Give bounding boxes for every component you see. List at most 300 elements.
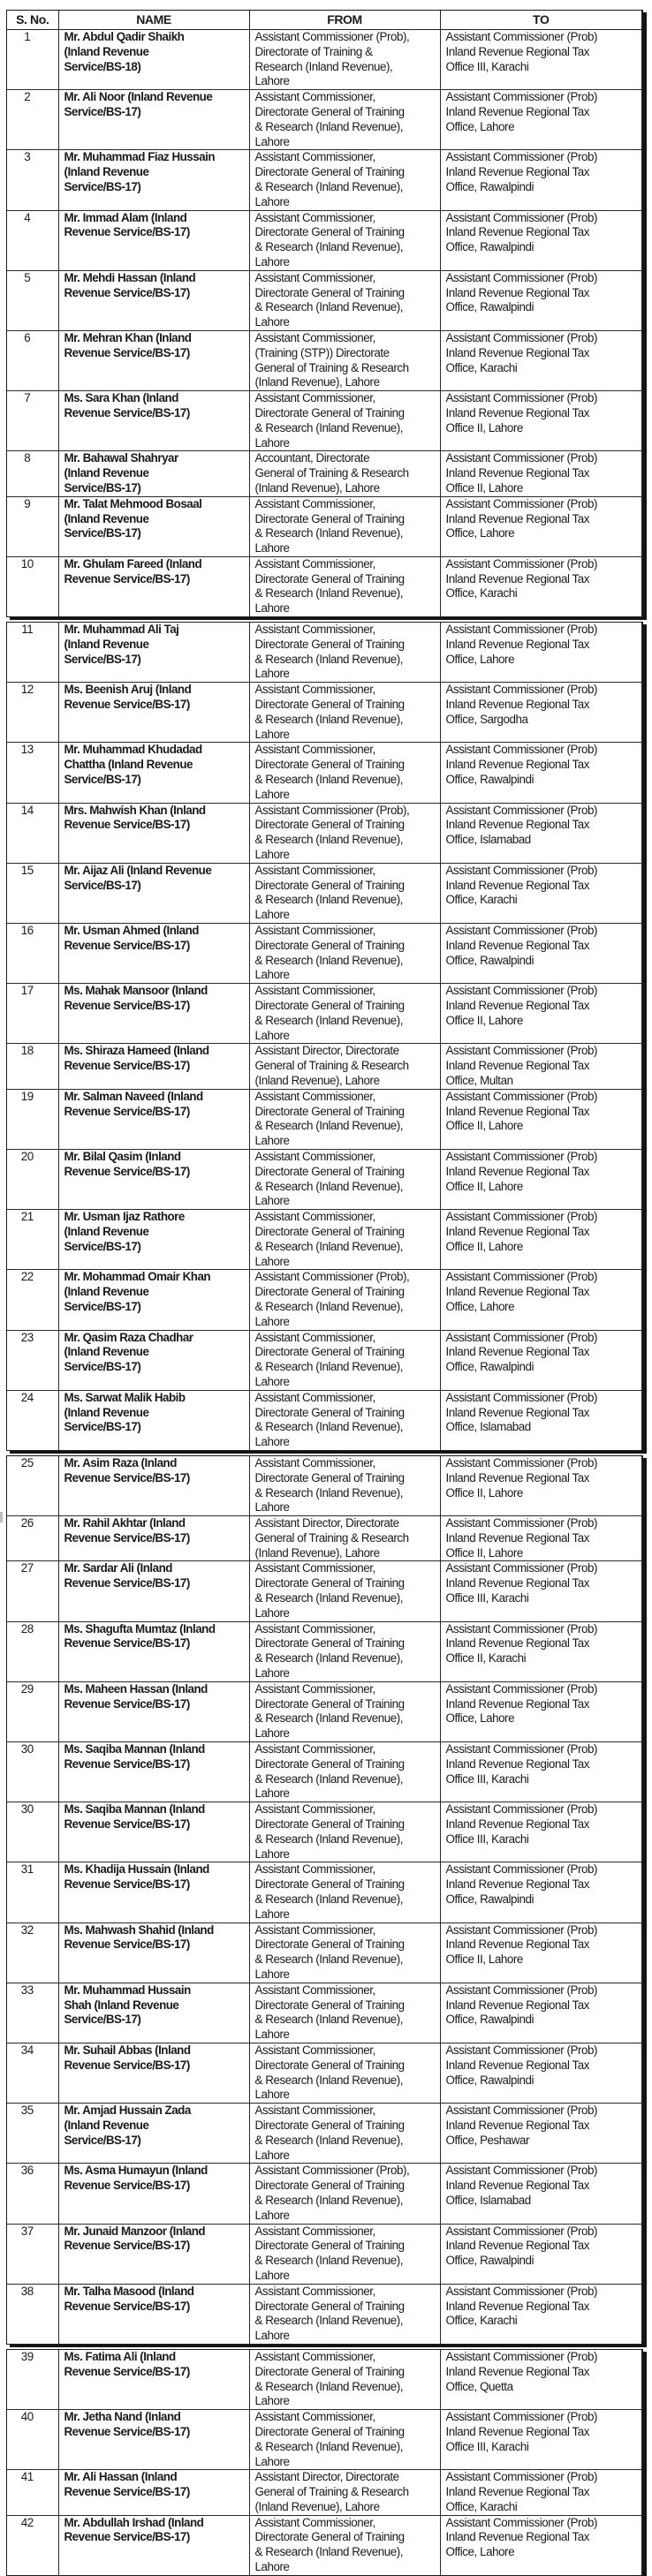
posting-to-line: Inland Revenue Regional Tax <box>445 225 590 239</box>
officer-name-line: (Inland Revenue <box>64 466 149 480</box>
posting-from-line: Assistant Commissioner, <box>254 556 375 570</box>
officer-name-line: Mr. Talat Mehmood Bosaal <box>64 496 202 510</box>
posting-from-line: & Research (Inland Revenue), <box>254 420 404 434</box>
posting-from-line: Assistant Director, Directorate <box>254 2470 399 2484</box>
posting-to-line: Inland Revenue Regional Tax <box>445 2299 590 2313</box>
table-row <box>7 623 641 683</box>
posting-from-line: & Research (Inland Revenue), <box>254 119 404 133</box>
posting-to <box>440 2350 641 2410</box>
posting-from-line: General of Training & Research <box>254 360 409 374</box>
officer-name <box>58 863 249 923</box>
officer-name-line: Revenue Service/BS-17) <box>64 225 190 239</box>
posting-from-line: & Research (Inland Revenue), <box>254 1771 404 1786</box>
posting-from-line: Lahore <box>254 968 290 982</box>
posting-to-line: Office, Sargodha <box>445 712 528 726</box>
serial-number: 26 <box>7 1516 58 1561</box>
officer-name <box>58 451 249 496</box>
officer-name-line: Service/BS-17) <box>64 2013 141 2027</box>
posting-to <box>440 623 641 683</box>
posting-from-line: Lahore <box>254 848 290 862</box>
table-page-section <box>6 1455 643 2345</box>
posting-from-line: Directorate General of Training <box>254 2058 405 2072</box>
officer-name-line: Revenue Service/BS-17) <box>64 1164 190 1178</box>
officer-name-line: Revenue Service/BS-17) <box>64 2179 190 2193</box>
posting-from-line: General of Training & Research <box>254 2485 409 2499</box>
posting-from-line: Directorate General of Training <box>254 1345 405 1359</box>
posting-to-line: Office II, Lahore <box>445 1485 523 1500</box>
officer-name <box>58 330 249 390</box>
posting-to-line: Assistant Commissioner (Prob) <box>445 30 597 43</box>
posting-to-line: Inland Revenue Regional Tax <box>445 1059 590 1073</box>
serial-number: 10 <box>7 556 58 616</box>
posting-to-line: Office, Rawalpindi <box>445 179 534 193</box>
serial-number: 22 <box>7 1270 58 1330</box>
posting-to-line: Inland Revenue Regional Tax <box>445 1576 590 1590</box>
officer-name-line: Revenue Service/BS-17) <box>64 345 190 359</box>
posting-from <box>249 2410 440 2470</box>
officer-name-line: Revenue Service/BS-17) <box>64 1059 190 1073</box>
posting-to-line: Assistant Commissioner (Prob) <box>445 1089 597 1103</box>
officer-name-line: Mr. Muhammad Khudadad <box>64 743 202 757</box>
posting-from-line: Directorate General of Training <box>254 2530 405 2544</box>
posting-to-line: Assistant Commissioner (Prob) <box>445 1210 597 1224</box>
officer-name <box>58 1681 249 1741</box>
table-row <box>7 1923 641 1983</box>
serial-number: 19 <box>7 1089 58 1149</box>
posting-from-line: & Research (Inland Revenue), <box>254 2439 404 2453</box>
posting-to <box>440 2470 641 2515</box>
posting-to-line: Office, Lahore <box>445 1299 515 1313</box>
posting-to-line: Office, Islamabad <box>445 1420 531 1434</box>
officer-name-line: Mr. Muhammad Ali Taj <box>64 623 179 637</box>
officer-name-line: Ms. Saqiba Mannan (Inland <box>64 1802 205 1817</box>
officer-name-line: Revenue Service/BS-17) <box>64 1104 190 1118</box>
posting-to-line: Inland Revenue Regional Tax <box>445 1285 590 1299</box>
posting-from-line: Directorate General of Training <box>254 1405 405 1419</box>
posting-to-line: Office, Rawalpindi <box>445 773 534 787</box>
serial-number: 20 <box>7 1149 58 1209</box>
posting-from-line: Directorate General of Training <box>254 104 405 118</box>
posting-from-line: Assistant Commissioner (Prob), <box>254 30 410 43</box>
posting-from-line: Lahore <box>254 2088 290 2102</box>
posting-to-line: Assistant Commissioner (Prob) <box>445 2410 597 2424</box>
posting-from-line: (Inland Revenue), Lahore <box>254 1545 380 1560</box>
table-row <box>7 556 641 616</box>
posting-from-line: Assistant Commissioner, <box>254 1561 375 1575</box>
serial-number: 23 <box>7 1330 58 1390</box>
posting-from-line: Directorate General of Training <box>254 2239 405 2253</box>
posting-to <box>440 2410 641 2470</box>
posting-to-line: Inland Revenue Regional Tax <box>445 2424 590 2438</box>
table-row <box>7 1621 641 1681</box>
posting-from-line: Assistant Commissioner, <box>254 1742 375 1756</box>
posting-from-line: & Research (Inland Revenue), <box>254 1832 404 1846</box>
officer-name-line: Mr. Ali Hassan (Inland <box>64 2470 178 2484</box>
posting-to-line: Assistant Commissioner (Prob) <box>445 863 597 877</box>
posting-from-line: Lahore <box>254 1726 290 1741</box>
posting-from-line: Lahore <box>254 254 290 268</box>
officer-name-line: Ms. Saqiba Mannan (Inland <box>64 1742 205 1756</box>
posting-from-line: Assistant Commissioner, <box>254 150 375 164</box>
posting-to <box>440 1681 641 1741</box>
table-row <box>7 1516 641 1561</box>
officer-name <box>58 683 249 743</box>
posting-to-line: Inland Revenue Regional Tax <box>445 1877 590 1892</box>
officer-name-line: Revenue Service/BS-17) <box>64 571 190 585</box>
table-row <box>7 683 641 743</box>
posting-from-line: Assistant Commissioner, <box>254 1390 375 1404</box>
posting-to <box>440 1561 641 1621</box>
posting-from <box>249 683 440 743</box>
posting-from <box>249 30 440 90</box>
serial-number: 34 <box>7 2043 58 2103</box>
posting-from <box>249 1210 440 1270</box>
officer-name <box>58 2164 249 2224</box>
posting-from <box>249 210 440 270</box>
officer-name-line: (Inland Revenue <box>64 1224 149 1238</box>
table-row <box>7 210 641 270</box>
officer-name <box>58 743 249 803</box>
officer-name-line: Mr. Junaid Manzoor (Inland <box>64 2224 206 2238</box>
officer-name-line: Service/BS-17) <box>64 179 141 193</box>
posting-to-line: Inland Revenue Regional Tax <box>445 1636 590 1651</box>
posting-to-line: Office, Lahore <box>445 119 515 133</box>
serial-number: 12 <box>7 683 58 743</box>
posting-to-line: Office, Rawalpindi <box>445 2254 534 2268</box>
officer-name <box>58 1089 249 1149</box>
table <box>7 623 641 1450</box>
posting-from-line: Assistant Commissioner, <box>254 1149 375 1163</box>
posting-from <box>249 1390 440 1450</box>
posting-from-line: Directorate General of Training <box>254 1756 405 1771</box>
posting-to-line: Office, Karachi <box>445 2314 518 2328</box>
posting-from-line: Directorate General of Training <box>254 1877 405 1892</box>
posting-from-line: & Research (Inland Revenue), <box>254 2073 404 2087</box>
posting-from-line: & Research (Inland Revenue), <box>254 526 404 540</box>
posting-to-line: Assistant Commissioner (Prob) <box>445 2470 597 2484</box>
officer-name-line: Service/BS-18) <box>64 59 141 73</box>
posting-to-line: Assistant Commissioner (Prob) <box>445 984 597 998</box>
posting-to <box>440 2224 641 2284</box>
posting-to-line: Inland Revenue Regional Tax <box>445 1530 590 1545</box>
officer-name-line: Service/BS-17) <box>64 480 141 495</box>
officer-name-line: Mr. Jetha Nand (Inland <box>64 2410 181 2424</box>
posting-to-line: Inland Revenue Regional Tax <box>445 1224 590 1238</box>
header-row <box>7 11 641 30</box>
posting-from-line: Lahore <box>254 667 290 681</box>
posting-from-line: Lahore <box>254 134 290 148</box>
posting-from-line: Lahore <box>254 541 290 555</box>
posting-from-line: Assistant Commissioner, <box>254 1983 375 1997</box>
posting-to-line: Assistant Commissioner (Prob) <box>445 1923 597 1937</box>
posting-from-line: & Research (Inland Revenue), <box>254 2193 404 2207</box>
officer-name-line: (Inland Revenue <box>64 1285 149 1299</box>
posting-to-line: Assistant Commissioner (Prob) <box>445 1270 597 1284</box>
posting-from-line: Directorate General of Training <box>254 225 405 239</box>
posting-from <box>249 1044 440 1089</box>
table-row <box>7 1270 641 1330</box>
posting-to-line: Inland Revenue Regional Tax <box>445 637 590 651</box>
posting-to-line: Office II, Lahore <box>445 1545 523 1560</box>
posting-to-line: Inland Revenue Regional Tax <box>445 1405 590 1419</box>
posting-to-line: Office, Rawalpindi <box>445 240 534 254</box>
posting-to-line: Assistant Commissioner (Prob) <box>445 1561 597 1575</box>
serial-number: 24 <box>7 1390 58 1450</box>
officer-name-line: Mr. Immad Alam (Inland <box>64 210 187 224</box>
serial-number: 33 <box>7 1983 58 2043</box>
posting-to-line: Assistant Commissioner (Prob) <box>445 1390 597 1404</box>
posting-to-line: Office II, Lahore <box>445 480 523 495</box>
serial-number: 38 <box>7 2284 58 2344</box>
table-row <box>7 2164 641 2224</box>
posting-to <box>440 1270 641 1330</box>
table-row <box>7 2224 641 2284</box>
posting-from <box>249 1270 440 1330</box>
officer-name-line: Mr. Usman Ijaz Rathore <box>64 1210 185 1224</box>
posting-to-line: Office II, Lahore <box>445 1013 523 1027</box>
posting-to-line: Inland Revenue Regional Tax <box>445 165 590 179</box>
posting-from-line: & Research (Inland Revenue), <box>254 1360 404 1374</box>
posting-from-line: & Research (Inland Revenue), <box>254 240 404 254</box>
posting-from-line: Lahore <box>254 1666 290 1681</box>
serial-number: 15 <box>7 863 58 923</box>
posting-from-line: Directorate General of Training <box>254 2424 405 2438</box>
posting-from-line: General of Training & Research <box>254 1059 409 1073</box>
posting-to-line: Inland Revenue Regional Tax <box>445 2364 590 2378</box>
posting-from-line: Lahore <box>254 1028 290 1042</box>
posting-to-line: Inland Revenue Regional Tax <box>445 1696 590 1711</box>
posting-to-line: Office, Karachi <box>445 2499 518 2513</box>
posting-to-line: Inland Revenue Regional Tax <box>445 758 590 772</box>
serial-number: 3 <box>7 150 58 210</box>
posting-to-line: Assistant Commissioner (Prob) <box>445 451 597 465</box>
posting-from-line: Lahore <box>254 2208 290 2222</box>
serial-number: 36 <box>7 2164 58 2224</box>
officer-name-line: Mr. Amjad Hussain Zada <box>64 2104 191 2118</box>
posting-to-line: Assistant Commissioner (Prob) <box>445 2515 597 2529</box>
officer-name <box>58 1456 249 1516</box>
officer-name <box>58 924 249 984</box>
posting-from-line: Lahore <box>254 194 290 208</box>
officer-name-line: Revenue Service/BS-17) <box>64 2364 190 2378</box>
officer-name-line: Ms. Sara Khan (Inland <box>64 391 178 405</box>
officer-name-line: Revenue Service/BS-17) <box>64 1938 190 1952</box>
posting-from-line: Directorate General of Training <box>254 2118 405 2132</box>
table-row <box>7 1561 641 1621</box>
posting-to-line: Office, Rawalpindi <box>445 1892 534 1907</box>
posting-to-line: Inland Revenue Regional Tax <box>445 698 590 712</box>
officer-name-line: Ms. Khadija Hussain (Inland <box>64 1862 209 1877</box>
posting-from-line: Directorate General of Training <box>254 165 405 179</box>
posting-from-line: Assistant Commissioner, <box>254 1923 375 1937</box>
posting-from <box>249 1742 440 1802</box>
officer-name <box>58 2350 249 2410</box>
table-row <box>7 270 641 330</box>
posting-from-line: Assistant Commissioner, <box>254 1210 375 1224</box>
officer-name-line: Ms. Fatima Ali (Inland <box>64 2349 176 2363</box>
officer-name-line: Revenue Service/BS-17) <box>64 938 190 952</box>
posting-from-line: Assistant Commissioner, <box>254 1455 375 1469</box>
posting-from-line: Lahore <box>254 2268 290 2282</box>
posting-from-line: Lahore <box>254 727 290 741</box>
posting-from <box>249 270 440 330</box>
posting-to <box>440 1149 641 1209</box>
posting-to-line: Office, Rawalpindi <box>445 1360 534 1374</box>
officer-name-line: Service/BS-17) <box>64 104 141 118</box>
posting-from-line: Lahore <box>254 1314 290 1328</box>
serial-number: 4 <box>7 210 58 270</box>
posting-from-line: & Research (Inland Revenue), <box>254 1299 404 1313</box>
posting-from <box>249 2164 440 2224</box>
officer-name-line: Revenue Service/BS-17) <box>64 2239 190 2253</box>
posting-from-line: & Research (Inland Revenue), <box>254 1591 404 1605</box>
posting-from-line: & Research (Inland Revenue), <box>254 300 404 314</box>
posting-to-line: Assistant Commissioner (Prob) <box>445 743 597 757</box>
posting-from-line: Assistant Commissioner, <box>254 2043 375 2057</box>
posting-from <box>249 1862 440 1923</box>
posting-from-line: Directorate General of Training <box>254 571 405 585</box>
posting-from-line: Lahore <box>254 1194 290 1208</box>
table-page-section <box>6 2349 643 2576</box>
posting-to-line: Inland Revenue Regional Tax <box>445 2179 590 2193</box>
table-row <box>7 1742 641 1802</box>
posting-from-line: Lahore <box>254 1134 290 1148</box>
posting-to-line: Inland Revenue Regional Tax <box>445 285 590 299</box>
posting-to-line: Inland Revenue Regional Tax <box>445 1470 590 1484</box>
serial-number: 41 <box>7 2470 58 2515</box>
officer-name-line: Ms. Sarwat Malik Habib <box>64 1390 186 1404</box>
posting-to-line: Assistant Commissioner (Prob) <box>445 556 597 570</box>
officer-name <box>58 30 249 90</box>
officer-name-line: Revenue Service/BS-17) <box>64 285 190 299</box>
officer-name-line: Service/BS-17) <box>64 1299 141 1313</box>
posting-from-line: Lahore <box>254 1787 290 1801</box>
posting-from-line: & Research (Inland Revenue), <box>254 586 404 601</box>
officer-name-line: Mr. Mohammad Omair Khan <box>64 1270 211 1284</box>
officer-name-line: Ms. Asma Humayun (Inland <box>64 2164 208 2178</box>
officer-name-line: Mr. Muhammad Fiaz Hussain <box>64 150 216 164</box>
posting-to <box>440 2515 641 2575</box>
posting-from-line: & Research (Inland Revenue), <box>254 773 404 787</box>
table-row <box>7 2284 641 2344</box>
officer-name-line: Chattha (Inland Revenue <box>64 758 193 772</box>
posting-from <box>249 2284 440 2344</box>
posting-from-line: Lahore <box>254 1435 290 1449</box>
officer-name-line: Mr. Rahil Akhtar (Inland <box>64 1516 186 1530</box>
posting-from-line: Assistant Commissioner, <box>254 1621 375 1635</box>
posting-from-line: Directorate General of Training <box>254 818 405 832</box>
posting-to-line: Office III, Karachi <box>445 59 529 73</box>
officer-name <box>58 1516 249 1561</box>
posting-to-line: Assistant Commissioner (Prob) <box>445 1621 597 1635</box>
posting-to-line: Office, Rawalpindi <box>445 2013 534 2027</box>
table-row <box>7 330 641 390</box>
posting-from <box>249 1149 440 1209</box>
posting-to-line: Assistant Commissioner (Prob) <box>445 90 597 104</box>
posting-from <box>249 90 440 150</box>
posting-from-line: Directorate General of Training <box>254 1104 405 1118</box>
posting-from-line: Assistant Commissioner (Prob), <box>254 1270 410 1284</box>
posting-from-line: General of Training & Research <box>254 1530 409 1545</box>
posting-from-line: & Research (Inland Revenue), <box>254 1119 404 1133</box>
posting-from <box>249 1516 440 1561</box>
posting-to-line: Inland Revenue Regional Tax <box>445 999 590 1012</box>
posting-to <box>440 984 641 1044</box>
posting-from-line: Directorate General of Training <box>254 698 405 712</box>
serial-number: 1 <box>24 30 31 43</box>
posting-from <box>249 924 440 984</box>
posting-to-line: Office, Lahore <box>445 526 515 540</box>
officer-name <box>58 1742 249 1802</box>
officer-name <box>58 1044 249 1089</box>
serial-number: 21 <box>7 1210 58 1270</box>
posting-from-line: Assistant Commissioner, <box>254 863 375 877</box>
posting-to <box>440 30 641 90</box>
posting-from <box>249 451 440 496</box>
officer-name-line: Mr. Usman Ahmed (Inland <box>64 924 199 938</box>
officer-name-line: Revenue Service/BS-17) <box>64 698 190 712</box>
table-page-section <box>6 10 643 617</box>
column-header-sno: S. No. <box>7 11 58 30</box>
officer-name-line: Mr. Talha Masood (Inland <box>64 2284 194 2298</box>
officer-name <box>58 1561 249 1621</box>
posting-from-line: Lahore <box>254 435 290 449</box>
serial-number: 17 <box>7 984 58 1044</box>
posting-to-line: Inland Revenue Regional Tax <box>445 1345 590 1359</box>
posting-to <box>440 210 641 270</box>
officer-name <box>58 2043 249 2103</box>
posting-to-line: Assistant Commissioner (Prob) <box>445 391 597 405</box>
posting-from-line: Assistant Commissioner, <box>254 496 375 510</box>
posting-from-line: Directorate General of Training <box>254 1470 405 1484</box>
officer-name <box>58 1862 249 1923</box>
posting-to-line: Assistant Commissioner (Prob) <box>445 2164 597 2178</box>
officer-name-line: Revenue Service/BS-17) <box>64 1817 190 1832</box>
officer-name-line: Service/BS-17) <box>64 2133 141 2147</box>
officer-name-line: Revenue Service/BS-17) <box>64 1530 190 1545</box>
officer-name-line: Mr. Abdul Qadir Shaikh <box>64 30 185 43</box>
posting-to-line: Assistant Commissioner (Prob) <box>445 803 597 817</box>
posting-from-line: Assistant Commissioner, <box>254 210 375 224</box>
posting-from-line: Assistant Commissioner, <box>254 2284 375 2298</box>
posting-from <box>249 1983 440 2043</box>
posting-to-line: Assistant Commissioner (Prob) <box>445 1802 597 1817</box>
posting-from <box>249 2350 440 2410</box>
posting-to <box>440 803 641 863</box>
posting-to-line: Assistant Commissioner (Prob) <box>445 210 597 224</box>
posting-from-line: & Research (Inland Revenue), <box>254 893 404 907</box>
posting-from-line: Lahore <box>254 315 290 329</box>
posting-from-line: & Research (Inland Revenue), <box>254 2133 404 2147</box>
officer-name-line: (Inland Revenue <box>64 511 149 525</box>
officer-name <box>58 1983 249 2043</box>
serial-number: 13 <box>7 743 58 803</box>
officer-name-line: Mr. Ghulam Fareed (Inland <box>64 556 202 570</box>
officer-name-line: Mr. Bilal Qasim (Inland <box>64 1149 181 1163</box>
officer-name-line: Revenue Service/BS-17) <box>64 2058 190 2072</box>
posting-from-line: & Research (Inland Revenue), <box>254 2254 404 2268</box>
officer-name-line: (Inland Revenue <box>64 2118 149 2132</box>
posting-from-line: Directorate General of Training <box>254 1224 405 1238</box>
serial-number: 6 <box>7 330 58 390</box>
posting-from-line: Assistant Commissioner, <box>254 330 375 344</box>
posting-from-line: Directorate General of Training <box>254 1576 405 1590</box>
posting-from-line: Assistant Commissioner, <box>254 2410 375 2424</box>
posting-from-line: Research (Inland Revenue), <box>254 59 393 73</box>
officer-name-line: Ms. Shagufta Mumtaz (Inland <box>64 1621 216 1635</box>
posting-from-line: & Research (Inland Revenue), <box>254 2379 404 2393</box>
officer-name-line: Mr. Qasim Raza Chadhar <box>64 1330 193 1344</box>
